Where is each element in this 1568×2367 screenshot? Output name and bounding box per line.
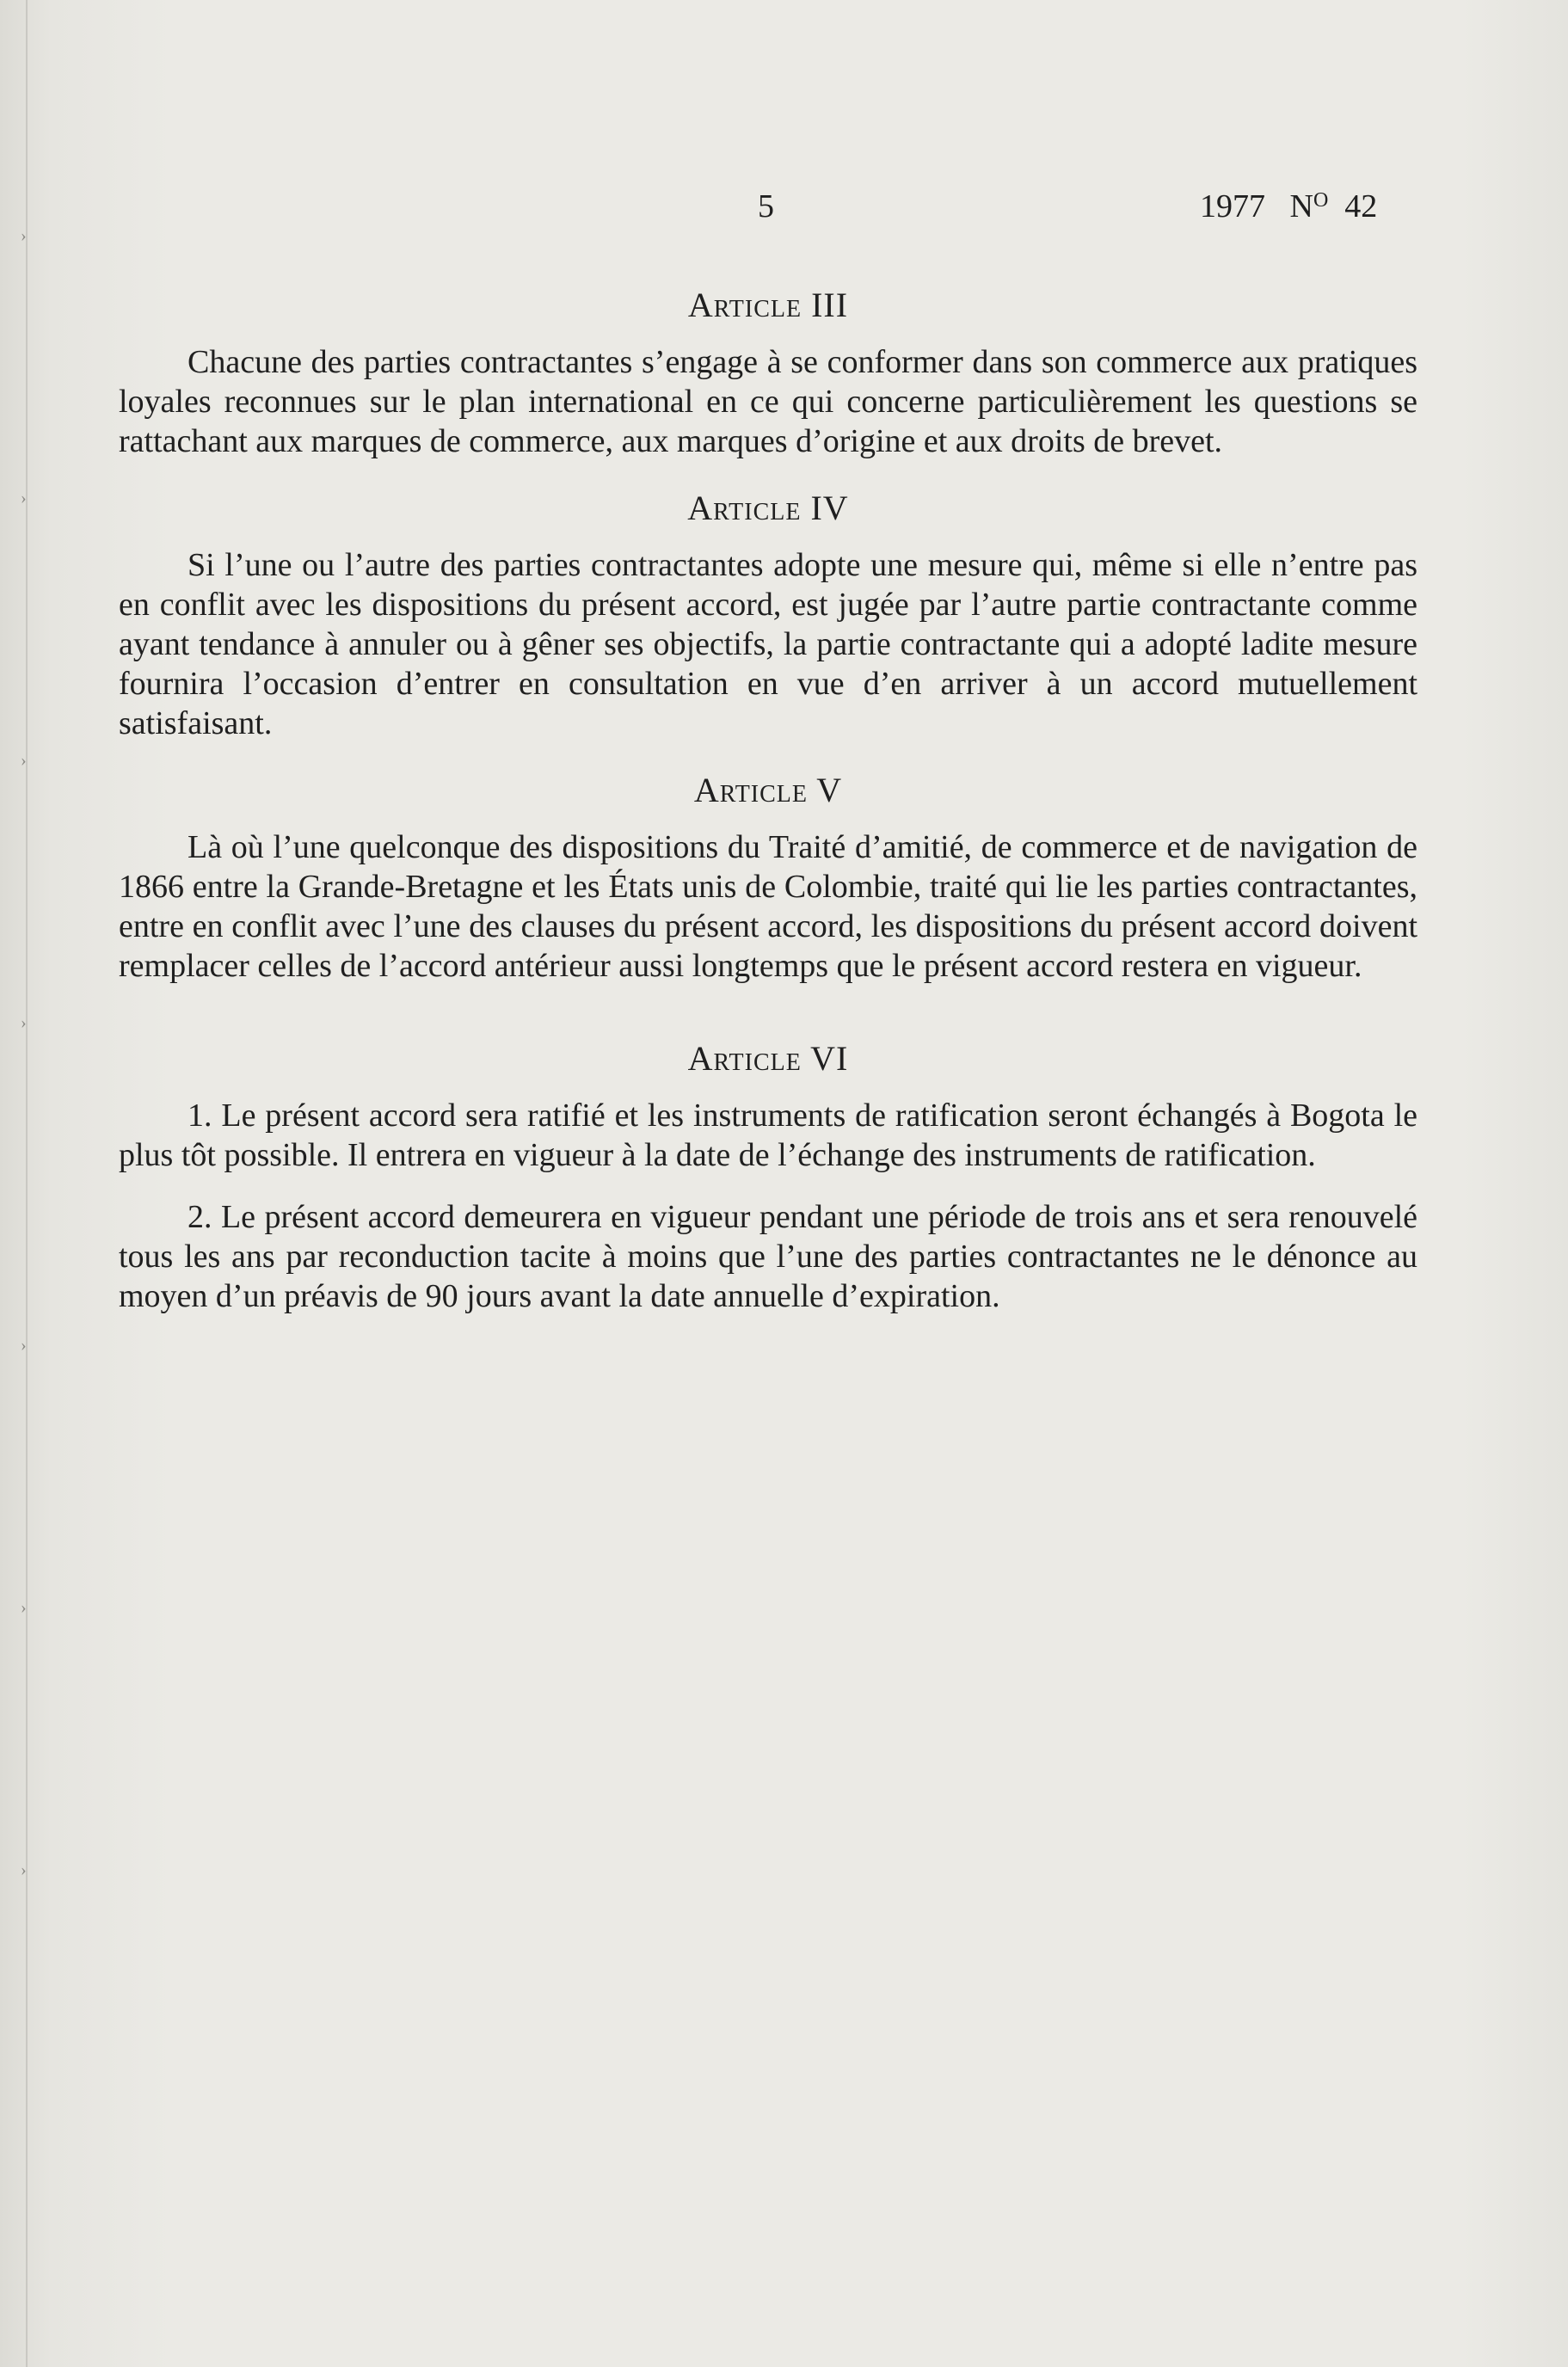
document-reference [1200,188,1377,225]
binding-stitch: › [21,1336,27,1355]
article-v [119,769,1417,986]
article-paragraph: Si l’une ou l’autre des parties contractantes adopte une mesure qui, même si elle n’entre pas en conflit avec les dispositions du présent accord, est jugée par l’autre partie contractante comme ayant tendance à annuler ou à gêner ses objectifs, la partie contractante qui a adopté ladite mesure fournira l’occasion d’entrer en consultation en vue d’en arriver à un accord mutuellement satisfaisant. [119,547,1417,741]
binding-stitch: › [21,226,27,245]
reference-number-sup: O [1313,189,1329,212]
reference-year: 1977 [1200,188,1265,224]
article-heading: Article III [687,286,849,324]
article-heading: Article VI [687,1039,849,1078]
binding-stitch: › [21,1013,27,1032]
binding-stitch: › [21,489,27,507]
article-iv [119,487,1417,743]
article-heading: Article V [693,771,843,809]
article-iii [119,284,1417,461]
page-header [0,188,1568,239]
article-paragraph: 2. Le présent accord demeurera en vigueur pendant une période de trois ans et sera renouvelé tous les ans par reconduction tacite à moins que l’une des parties contractantes ne le dénonce au moyen d’un préavis de 90 jours avant la date annuelle d’expiration. [119,1199,1417,1314]
reference-number-prefix: N [1289,188,1313,224]
article-vi [119,1037,1417,1316]
binding-stitch: › [21,1860,27,1879]
binding-stitch: › [21,1598,27,1617]
document-body [119,284,1417,1316]
article-paragraph: 1. Le présent accord sera ratifié et les instruments de ratification seront échangés à Bogota le plus tôt possible. Il entrera en vigueur à la date de l’échange des instruments de ratification. [119,1097,1417,1173]
article-paragraph: Chacune des parties contractantes s’engage à se conformer dans son commerce aux pratiques loyales reconnues sur le plan international en ce qui concerne particulièrement les questions se rattachant aux marques de commerce, aux marques d’origine et aux droits de brevet. [119,344,1417,459]
article-paragraph: Là où l’une quelconque des dispositions du Traité d’amitié, de commerce et de navigation de 1866 entre la Grande-Bretagne et les États unis de Colombie, traité qui lie les parties contractantes, entre en conflit avec l’une des clauses du présent accord, les dispositions du présent accord doivent remplacer celles de l’accord antérieur aussi longtemps que le présent accord restera en vigueur. [119,829,1417,984]
reference-number: 42 [1344,188,1378,224]
page-number: 5 [758,188,774,224]
binding-stitch: › [21,751,27,770]
binding-edge [26,0,33,2367]
article-heading: Article IV [687,489,849,527]
